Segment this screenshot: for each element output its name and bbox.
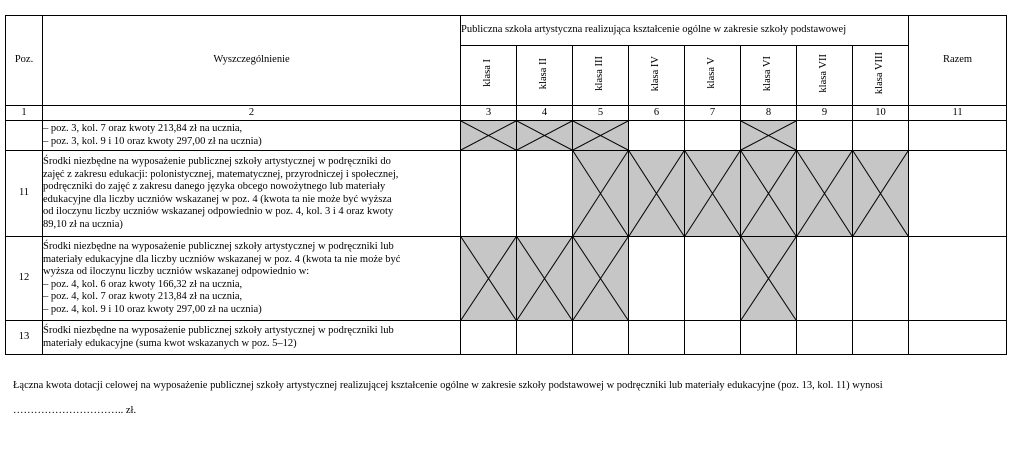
header-class-4 — [629, 46, 685, 106]
footer-statement: Łączna kwota dotacji celowej na wyposażenie publicznej szkoły artystycznej realizującej kształcenie ogólne w zakresie szkoły podstawowej w podręczniki lub materiały edukacyjne (poz. 13, kol. 11) wynosi — [13, 380, 883, 391]
row-description — [43, 121, 461, 151]
amount-cell[interactable] — [517, 151, 573, 237]
description-line: edukacyjne dla liczby uczniów wskazanej w poz. 4 (kwota ta nie może być wyższa — [43, 193, 392, 205]
header-class-7 — [797, 46, 853, 106]
header-class-label: klasa IV — [650, 55, 662, 91]
amount-cell[interactable] — [909, 321, 1007, 355]
amount-cell[interactable] — [909, 121, 1007, 151]
header-class-8 — [853, 46, 909, 106]
crossed-out-cell — [685, 151, 741, 237]
description-line: 89,10 zł na ucznia) — [43, 218, 123, 230]
description-line: – poz. 4, kol. 9 i 10 oraz kwoty 297,00 zł na ucznia) — [43, 303, 262, 315]
amount-cell[interactable] — [629, 321, 685, 355]
footer-amount-line: ………………………….. zł. — [13, 405, 137, 416]
table-row — [6, 237, 1007, 321]
amount-cell[interactable] — [797, 321, 853, 355]
description-line: – poz. 4, kol. 6 oraz kwoty 166,32 zł na ucznia, — [43, 278, 243, 290]
column-number: 9 — [797, 106, 853, 121]
amount-cell[interactable] — [629, 237, 685, 321]
header-school-group: Publiczna szkoła artystyczna realizująca kształcenie ogólne w zakresie szkoły podstawowej — [461, 16, 909, 46]
cross-mark — [797, 151, 852, 236]
cross-mark — [685, 151, 740, 236]
crossed-out-cell — [461, 237, 517, 321]
description-line: – poz. 3, kol. 7 oraz kwoty 213,84 zł na ucznia, — [43, 123, 243, 134]
header-class-label: klasa V — [706, 57, 718, 90]
row-position: 11 — [6, 151, 43, 237]
crossed-out-cell — [853, 151, 909, 237]
amount-cell[interactable] — [461, 321, 517, 355]
amount-cell[interactable] — [685, 237, 741, 321]
description-line: materiały edukacyjne (suma kwot wskazanych w poz. 5–12) — [43, 337, 297, 349]
description-line: materiały edukacyjne dla liczby uczniów wskazanej w poz. 4 (kwota ta nie może być — [43, 253, 401, 265]
row-position: 12 — [6, 237, 43, 321]
table-row — [6, 121, 1007, 151]
crossed-out-cell — [573, 237, 629, 321]
description-line: podręczniki do zajęć z zakresu danego języka obcego nowożytnego lub materiały — [43, 181, 386, 192]
crossed-out-cell — [741, 121, 797, 151]
amount-cell[interactable] — [685, 321, 741, 355]
crossed-out-cell — [741, 151, 797, 237]
header-class-label: klasa VIII — [874, 52, 886, 95]
row-description — [43, 237, 461, 321]
amount-cell[interactable] — [909, 151, 1007, 237]
column-number: 3 — [461, 106, 517, 121]
amount-cell[interactable] — [853, 321, 909, 355]
column-number: 11 — [909, 106, 1007, 121]
cross-mark — [629, 151, 684, 236]
cross-mark — [573, 237, 628, 320]
amount-cell[interactable] — [797, 121, 853, 151]
cross-mark — [741, 121, 796, 150]
header-item: Wyszczególnienie — [43, 16, 461, 106]
description-line: – poz. 4, kol. 7 oraz kwoty 213,84 zł na ucznia, — [43, 291, 243, 302]
header-class-3 — [573, 46, 629, 106]
header-class-label: klasa I — [482, 59, 494, 88]
header-class-6 — [741, 46, 797, 106]
description-line: Środki niezbędne na wyposażenie publicznej szkoły artystycznej w podręczniki do — [43, 156, 391, 167]
column-number: 10 — [853, 106, 909, 121]
header-class-label: klasa II — [538, 57, 550, 89]
cross-mark — [573, 151, 628, 236]
column-number: 8 — [741, 106, 797, 121]
table-row — [6, 151, 1007, 237]
crossed-out-cell — [573, 121, 629, 151]
column-number: 4 — [517, 106, 573, 121]
description-line: zajęć z zakresu edukacji: polonistycznej, matematycznej, przyrodniczej i społecznej, — [43, 168, 399, 180]
description-line: od iloczynu liczby uczniów wskazanej odpowiednio w poz. 4, kol. 3 i 4 oraz kwoty — [43, 206, 394, 217]
cross-mark — [853, 151, 908, 236]
crossed-out-cell — [629, 151, 685, 237]
amount-cell[interactable] — [797, 237, 853, 321]
subsidy-form-table — [5, 15, 1007, 355]
cross-mark — [461, 121, 516, 150]
crossed-out-cell — [741, 237, 797, 321]
crossed-out-cell — [573, 151, 629, 237]
header-class-2 — [517, 46, 573, 106]
description-line: wyższa od iloczynu liczby uczniów wskazanej odpowiednio w: — [43, 266, 310, 277]
header-poz: Poz. — [6, 16, 43, 106]
row-position: 13 — [6, 321, 43, 355]
row-description — [43, 151, 461, 237]
column-number: 6 — [629, 106, 685, 121]
amount-cell[interactable] — [853, 237, 909, 321]
crossed-out-cell — [461, 121, 517, 151]
header-class-label: klasa VII — [818, 53, 830, 93]
column-number: 1 — [6, 106, 43, 121]
column-number: 2 — [43, 106, 461, 121]
header-class-5 — [685, 46, 741, 106]
row-description — [43, 321, 461, 355]
amount-cell[interactable] — [853, 121, 909, 151]
amount-cell[interactable] — [909, 237, 1007, 321]
cross-mark — [517, 237, 572, 320]
description-line: – poz. 3, kol. 9 i 10 oraz kwoty 297,00 zł na ucznia) — [43, 135, 262, 147]
cross-mark — [573, 121, 628, 150]
column-number: 5 — [573, 106, 629, 121]
header-class-label: klasa III — [594, 55, 606, 91]
amount-cell[interactable] — [685, 121, 741, 151]
crossed-out-cell — [797, 151, 853, 237]
header-class-1 — [461, 46, 517, 106]
header-total: Razem — [909, 16, 1007, 106]
amount-cell[interactable] — [461, 151, 517, 237]
cross-mark — [741, 151, 796, 236]
cross-mark — [517, 121, 572, 150]
cross-mark — [461, 237, 516, 320]
description-line: Środki niezbędne na wyposażenie publicznej szkoły artystycznej w podręczniki lub — [43, 241, 394, 252]
cross-mark — [741, 237, 796, 320]
header-class-label: klasa VI — [762, 55, 774, 91]
description-line: Środki niezbędne na wyposażenie publicznej szkoły artystycznej w podręczniki lub — [43, 325, 394, 336]
crossed-out-cell — [517, 237, 573, 321]
crossed-out-cell — [517, 121, 573, 151]
amount-cell[interactable] — [629, 121, 685, 151]
amount-cell[interactable] — [573, 321, 629, 355]
amount-cell[interactable] — [517, 321, 573, 355]
table-row — [6, 321, 1007, 355]
amount-cell[interactable] — [741, 321, 797, 355]
column-number: 7 — [685, 106, 741, 121]
row-position — [6, 121, 43, 151]
